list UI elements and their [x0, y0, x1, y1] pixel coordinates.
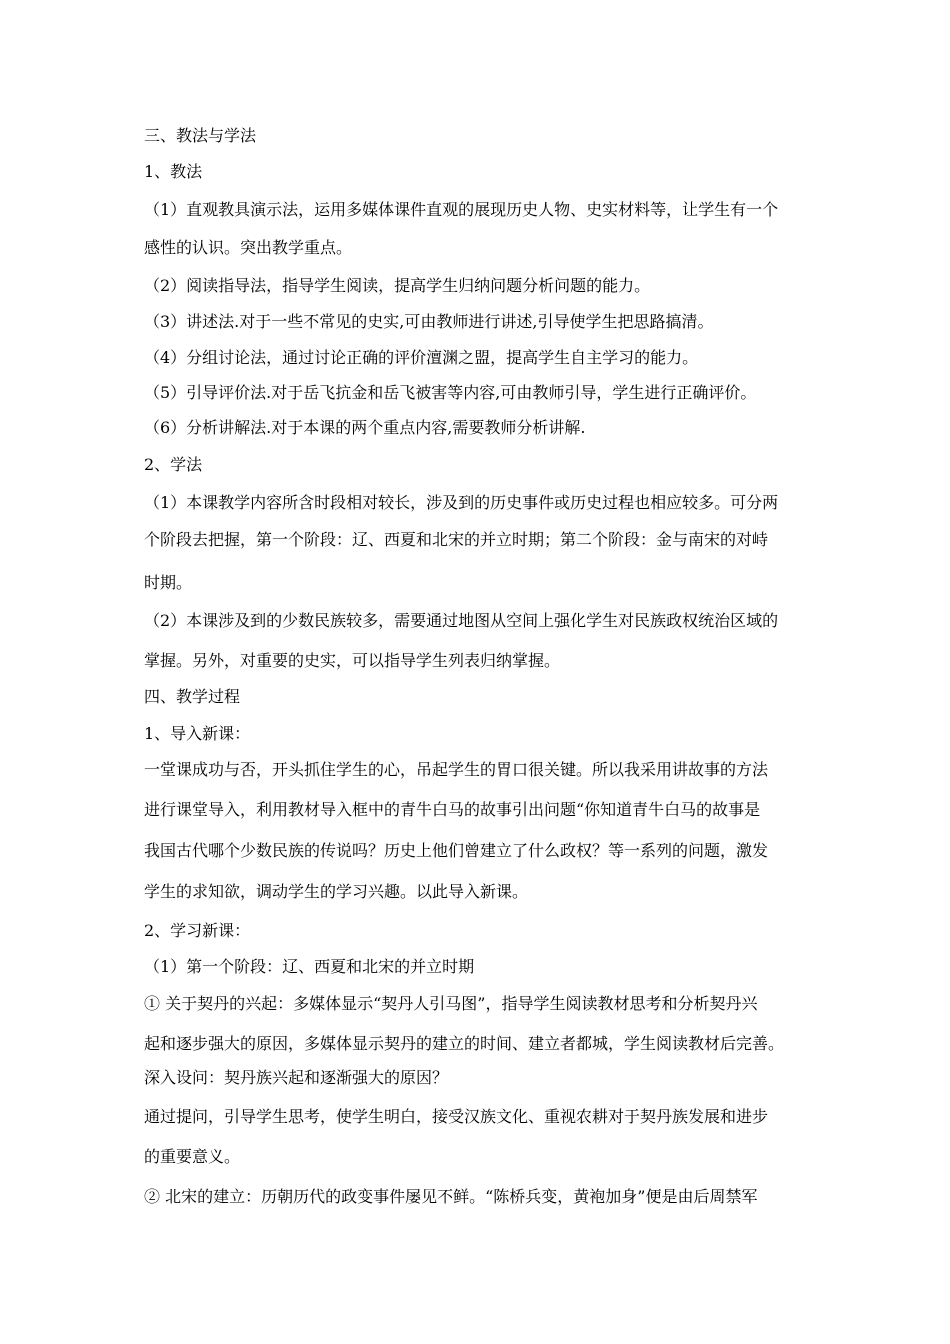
heading-section-3: 三、教法与学法 — [144, 126, 257, 145]
paragraph-line: ① 关于契丹的兴起：多媒体显示“契丹人引马图”，指导学生阅读教材思考和分析契丹兴 — [144, 994, 758, 1013]
paragraph-line: （1）直观教具演示法，运用多媒体课件直观的展现历史人物、史实材料等，让学生有一个 — [144, 200, 779, 219]
paragraph-line: （5）引导评价法.对于岳飞抗金和岳飞被害等内容,可由教师引导，学生进行正确评价。 — [144, 383, 757, 402]
paragraph-line: ② 北宋的建立：历朝历代的政变事件屡见不鲜。“陈桥兵变，黄袍加身”便是由后周禁军 — [144, 1187, 758, 1206]
paragraph-line: 我国古代哪个少数民族的传说吗？历史上他们曾建立了什么政权？等一系列的问题，激发 — [144, 841, 769, 860]
subheading-intro-lesson: 1、导入新课： — [144, 724, 251, 743]
paragraph-line: 时期。 — [144, 573, 193, 592]
paragraph-line: （2）阅读指导法，指导学生阅读，提高学生归纳问题分析问题的能力。 — [144, 276, 651, 295]
paragraph-line: （2）本课涉及到的少数民族较多，需要通过地图从空间上强化学生对民族政权统治区域的 — [144, 611, 779, 630]
paragraph-line: 起和逐步强大的原因，多媒体显示契丹的建立的时间、建立者都城，学生阅读教材后完善。 — [144, 1034, 785, 1053]
subheading-new-lesson: 2、学习新课： — [144, 921, 251, 940]
paragraph-line: 学生的求知欲，调动学生的学习兴趣。以此导入新课。 — [144, 882, 529, 901]
paragraph-line: 深入设问：契丹族兴起和逐渐强大的原因？ — [144, 1068, 449, 1087]
paragraph-line: （1）本课教学内容所含时段相对较长，涉及到的历史事件或历史过程也相应较多。可分两 — [144, 493, 779, 512]
paragraph-line: （3）讲述法.对于一些不常见的史实,可由教师进行讲述,引导使学生把思路搞清。 — [144, 312, 714, 331]
paragraph-line: 感性的认识。突出教学重点。 — [144, 238, 353, 257]
paragraph-line: （1）第一个阶段：辽、西夏和北宋的并立时期 — [144, 957, 475, 976]
paragraph-line: 进行课堂导入，利用教材导入框中的青牛白马的故事引出问题“你知道青牛白马的故事是 — [144, 800, 761, 819]
heading-section-4: 四、教学过程 — [144, 687, 241, 706]
paragraph-line: （6）分析讲解法.对于本课的两个重点内容,需要教师分析讲解. — [144, 418, 586, 437]
paragraph-line: 个阶段去把握，第一个阶段：辽、西夏和北宋的并立时期；第二个阶段：金与南宋的对峙 — [144, 530, 769, 549]
subheading-teaching-methods: 1、教法 — [144, 162, 203, 181]
paragraph-line: 通过提问，引导学生思考，使学生明白，接受汉族文化、重视农耕对于契丹族发展和进步 — [144, 1107, 769, 1126]
paragraph-line: 的重要意义。 — [144, 1147, 241, 1166]
subheading-learning-methods: 2、学法 — [144, 455, 203, 474]
paragraph-line: 一堂课成功与否，开头抓住学生的心，吊起学生的胃口很关键。所以我采用讲故事的方法 — [144, 760, 769, 779]
paragraph-line: 掌握。另外，对重要的史实，可以指导学生列表归纳掌握。 — [144, 651, 561, 670]
paragraph-line: （4）分组讨论法，通过讨论正确的评价澶渊之盟，提高学生自主学习的能力。 — [144, 348, 699, 367]
